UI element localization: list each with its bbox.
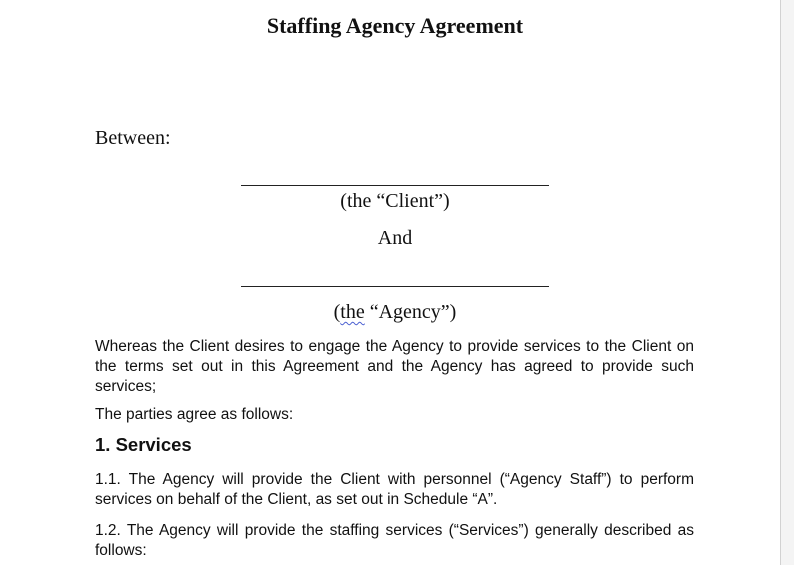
page-edge-margin: [780, 0, 794, 565]
and-label: And: [377, 227, 413, 249]
parties-agree-paragraph: The parties agree as follows:: [95, 406, 294, 423]
agency-name-blank-line: [241, 286, 549, 287]
clause-1-2: 1.2. The Agency will provide the staffing services (“Services”) generally described as follows:: [95, 522, 694, 559]
agency-label-open-paren: (: [333, 301, 341, 323]
agency-label: [240, 301, 550, 324]
between-label: Between:: [95, 127, 171, 149]
agency-label-rest: “Agency”): [364, 301, 457, 323]
section-1-heading: 1. Services: [95, 434, 192, 455]
whereas-paragraph: Whereas the Client desires to engage the Agency to provide services to the Client on the terms set out in this Agreement and the Agency has agreed to provide such services;: [95, 338, 694, 395]
document-title: Staffing Agency Agreement: [266, 13, 524, 38]
client-label: (the “Client”): [340, 190, 450, 212]
client-name-blank-line: [241, 185, 549, 186]
agency-label-spellcheck-word: the: [340, 301, 365, 323]
clause-1-1: 1.1. The Agency will provide the Client with personnel (“Agency Staff”) to perform services on behalf of the Client, as set out in Schedule “A”.: [95, 471, 694, 508]
